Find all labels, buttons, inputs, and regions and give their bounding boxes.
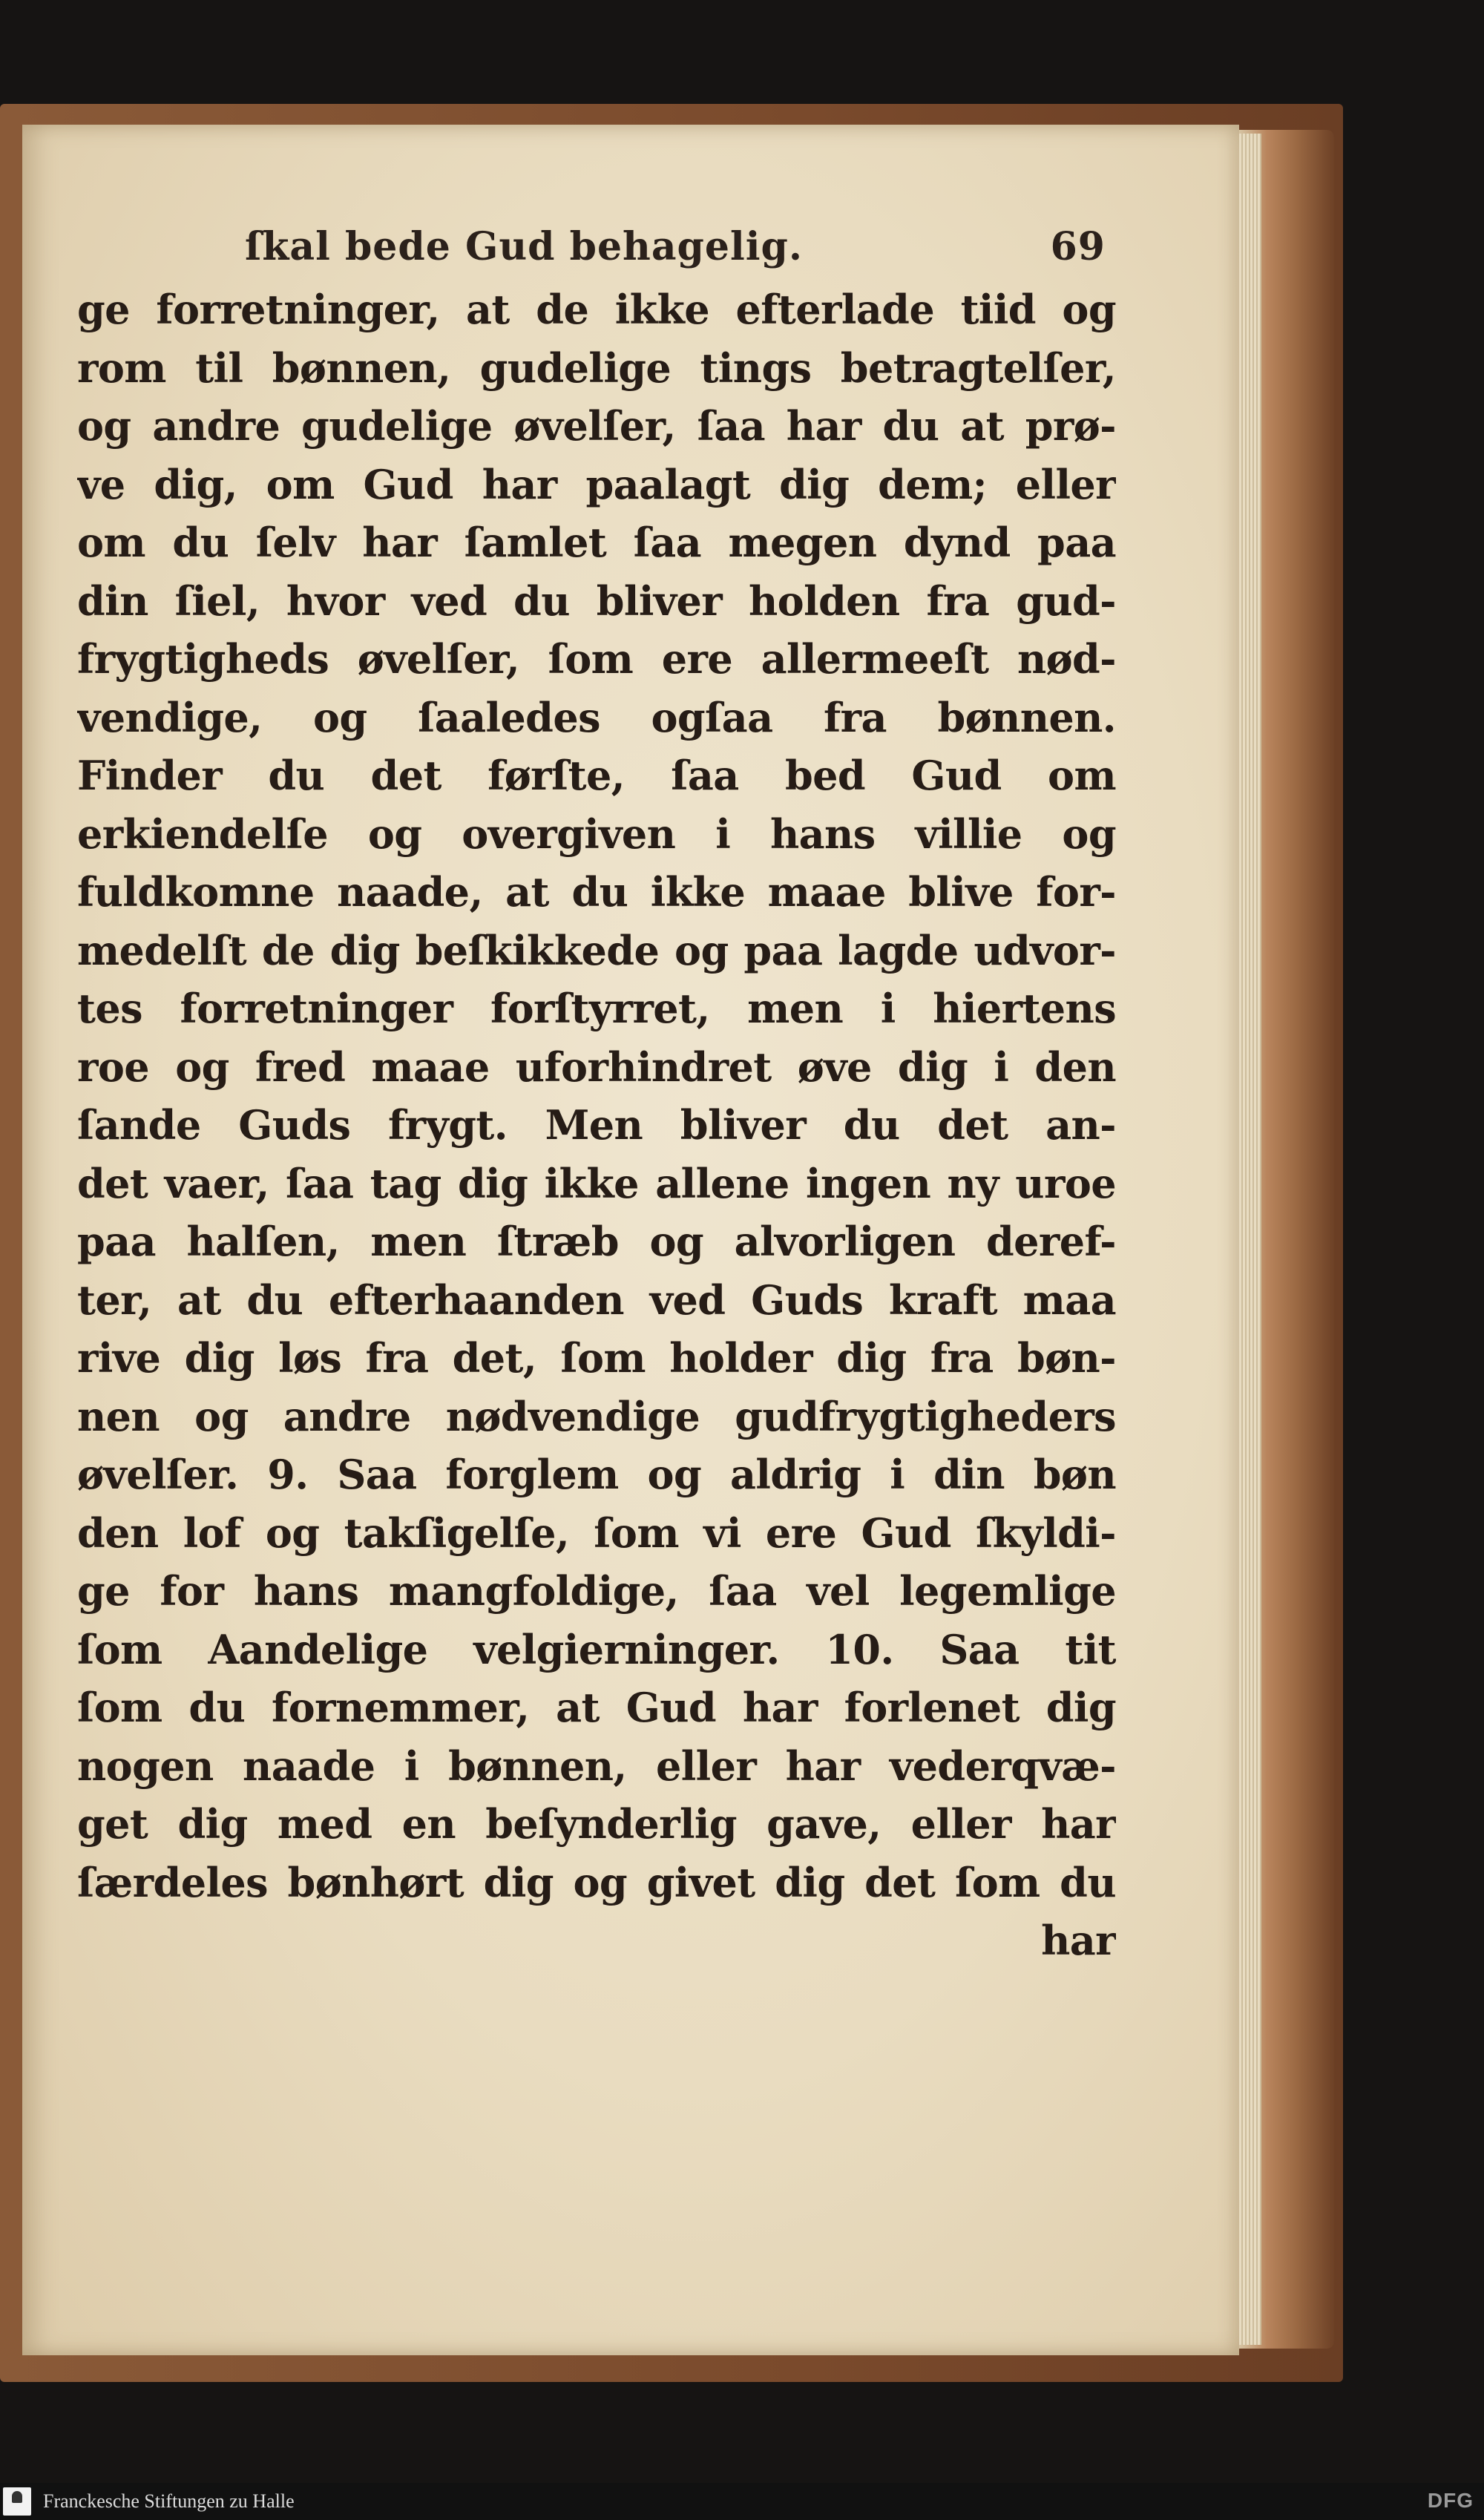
institution-name: Franckesche Stiftungen zu Halle bbox=[43, 2490, 295, 2512]
dfg-mark: DFG bbox=[1427, 2489, 1474, 2512]
text-line: ſom Aandelige velgierninger. 10. Saa tit bbox=[77, 1625, 1116, 1673]
text-line: frygtigheds øvelſer, ſom ere allermeeſt nød- bbox=[77, 635, 1116, 683]
text-line: ter, at du efterhaanden ved Guds kraft maa bbox=[77, 1276, 1116, 1324]
text-line: nogen naade i bønnen, eller har vederqvæ- bbox=[77, 1742, 1116, 1790]
running-head-title: ſkal bede Gud behagelig. bbox=[245, 224, 803, 269]
catchword: har bbox=[1041, 1917, 1116, 1964]
text-line: ſom du fornemmer, at Gud har forlenet dig bbox=[77, 1684, 1116, 1731]
text-line: det vaer, ſaa tag dig ikke allene ingen ny uroe bbox=[77, 1159, 1116, 1207]
text-line: vendige, og ſaaledes ogſaa fra bønnen. bbox=[77, 693, 1116, 741]
text-line: ſande Guds frygt. Men bliver du det an- bbox=[77, 1101, 1116, 1149]
text-line: paa halſen, men ſtræb og alvorligen deref- bbox=[77, 1218, 1116, 1265]
text-line: den lof og takſigelſe, ſom vi ere Gud ſkyldi- bbox=[77, 1509, 1116, 1557]
body-text bbox=[77, 280, 1116, 1970]
text-line: ſærdeles bønhørt dig og givet dig det ſom du bbox=[77, 1858, 1116, 1906]
text-line: om du ſelv har ſamlet ſaa megen dynd paa bbox=[77, 519, 1116, 566]
text-line: medelſt de dig beſkikkede og paa lagde udvor- bbox=[77, 926, 1116, 974]
footer-bar bbox=[0, 2483, 1484, 2520]
text-line: øvelſer. 9. Saa forglem og aldrig i din bøn bbox=[77, 1451, 1116, 1498]
text-line: fuldkomne naade, at du ikke maae blive for- bbox=[77, 868, 1116, 916]
institution-logo-icon bbox=[3, 2487, 31, 2516]
text-line: roe og fred maae uforhindret øve dig i den bbox=[77, 1043, 1116, 1091]
page-number: 69 bbox=[1050, 224, 1106, 269]
running-head bbox=[245, 224, 1106, 276]
text-line: get dig med en beſynderlig gave, eller har bbox=[77, 1800, 1116, 1848]
text-line: tes forretninger forſtyrret, men i hiertens bbox=[77, 985, 1116, 1032]
text-line: rom til bønnen, gudelige tings betragtelſer, bbox=[77, 344, 1116, 392]
text-line: og andre gudelige øvelſer, ſaa har du at prø- bbox=[77, 402, 1116, 450]
text-line: din ſiel, hvor ved du bliver holden fra gud- bbox=[77, 577, 1116, 625]
text-line: Finder du det førſte, ſaa bed Gud om bbox=[77, 752, 1116, 799]
text-line: ve dig, om Gud har paalagt dig dem; eller bbox=[77, 460, 1116, 508]
text-line: erkiendelſe og overgiven i hans villie og bbox=[77, 810, 1116, 858]
text-line: ge for hans mangfoldige, ſaa vel legemlige bbox=[77, 1567, 1116, 1615]
text-line: nen og andre nødvendige gudfrygtigheders bbox=[77, 1392, 1116, 1440]
text-line: ge forretninger, at de ikke efterlade tiid og bbox=[77, 286, 1116, 333]
text-line: rive dig løs fra det, ſom holder dig fra bøn- bbox=[77, 1334, 1116, 1382]
